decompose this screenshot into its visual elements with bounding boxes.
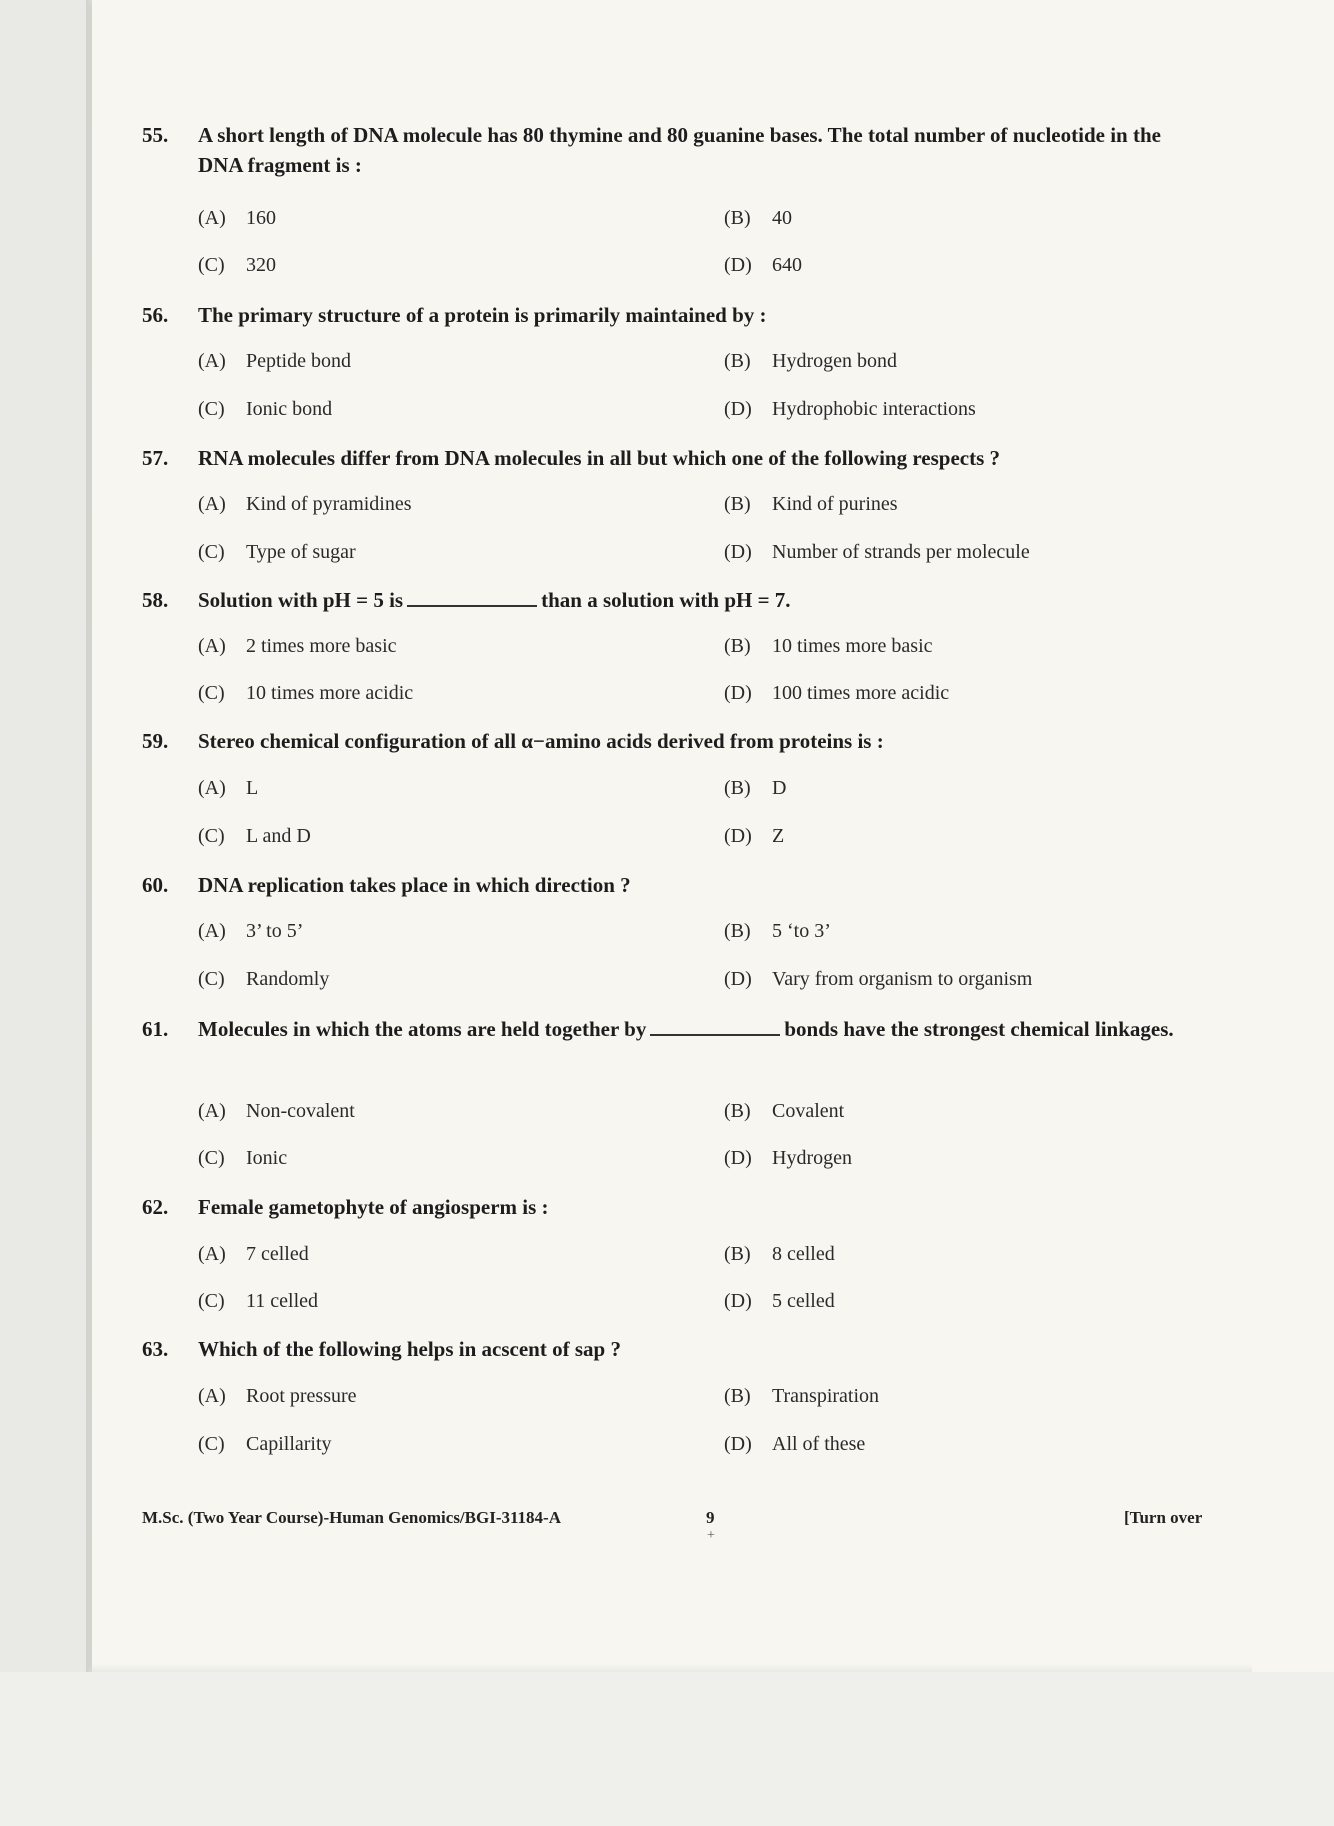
option-label: (B) <box>724 777 751 799</box>
option-label: (D) <box>724 1147 752 1169</box>
option-b[interactable] <box>724 917 831 945</box>
question-text-part2: bonds have the strongest chemical linkages. <box>784 1017 1174 1041</box>
option-d[interactable] <box>724 538 1030 566</box>
option-label: (B) <box>724 207 751 229</box>
option-text: 2 times more basic <box>246 635 397 657</box>
option-label: (D) <box>724 1290 752 1312</box>
option-b[interactable] <box>724 1097 844 1125</box>
question-text: DNA replication takes place in which direction ? <box>198 873 631 897</box>
question-text-part1: Molecules in which the atoms are held together by <box>198 1017 647 1041</box>
answer-blank <box>407 587 537 607</box>
option-text: Root pressure <box>246 1385 357 1407</box>
option-text: 5 celled <box>772 1290 835 1312</box>
option-c[interactable] <box>198 538 356 566</box>
option-text: 10 times more acidic <box>246 682 414 704</box>
option-d[interactable] <box>724 1287 835 1315</box>
option-text: Transpiration <box>772 1385 880 1407</box>
option-c[interactable] <box>198 822 311 850</box>
option-text: 320 <box>246 254 276 276</box>
option-b[interactable] <box>724 1240 835 1268</box>
question-text: RNA molecules differ from DNA molecules in all but which one of the following respects ? <box>198 446 1001 470</box>
option-a[interactable] <box>198 1240 309 1268</box>
question-text <box>198 1014 1188 1044</box>
option-d[interactable] <box>724 822 784 850</box>
option-label: (D) <box>724 968 752 990</box>
answer-blank <box>650 1016 780 1036</box>
option-label: (A) <box>198 635 226 657</box>
option-d[interactable] <box>724 1430 865 1458</box>
option-label: (D) <box>724 541 752 563</box>
question-number: 63. <box>142 1337 169 1361</box>
scanner-background <box>0 1672 1334 1826</box>
option-text: Randomly <box>246 968 330 990</box>
question-text: Stereo chemical configuration of all α−amino acids derived from proteins is : <box>198 729 884 753</box>
option-text: Vary from organism to organism <box>772 968 1033 990</box>
option-c[interactable] <box>198 395 332 423</box>
option-text: Covalent <box>772 1100 845 1122</box>
option-text: 5 ‘to 3’ <box>772 920 831 942</box>
option-text: Ionic bond <box>246 398 333 420</box>
question-text-part2: than a solution with pH = 7. <box>541 588 791 612</box>
option-a[interactable] <box>198 774 258 802</box>
option-a[interactable] <box>198 347 351 375</box>
option-text: D <box>772 777 787 799</box>
option-label: (D) <box>724 398 752 420</box>
option-text: Ionic <box>246 1147 288 1169</box>
option-text: 100 times more acidic <box>772 682 950 704</box>
option-label: (D) <box>724 254 752 276</box>
option-label: (B) <box>724 1243 751 1265</box>
option-label: (C) <box>198 682 225 704</box>
option-text: 7 celled <box>246 1243 309 1265</box>
option-label: (C) <box>198 1290 225 1312</box>
option-c[interactable] <box>198 1287 318 1315</box>
option-c[interactable] <box>198 965 329 993</box>
option-a[interactable] <box>198 1382 357 1410</box>
option-text: L <box>246 777 259 799</box>
option-b[interactable] <box>724 347 897 375</box>
question-text: Which of the following helps in acscent of sap ? <box>198 1337 621 1361</box>
question-text: Female gametophyte of angiosperm is : <box>198 1195 549 1219</box>
option-text: 160 <box>246 207 276 229</box>
option-d[interactable] <box>724 395 976 423</box>
option-d[interactable] <box>724 965 1032 993</box>
option-text: Kind of pyramidines <box>246 493 412 515</box>
question-number: 56. <box>142 303 169 327</box>
option-label: (C) <box>198 398 225 420</box>
option-text: Hydrogen <box>772 1147 852 1169</box>
option-d[interactable] <box>724 1144 852 1172</box>
question-number: 57. <box>142 446 169 470</box>
registration-mark: + <box>707 1528 715 1543</box>
option-label: (A) <box>198 777 226 799</box>
option-label: (A) <box>198 1100 226 1122</box>
option-text: 40 <box>772 207 792 229</box>
question-number: 59. <box>142 729 169 753</box>
option-text: Z <box>772 825 785 847</box>
question-text: The primary structure of a protein is primarily maintained by : <box>198 303 767 327</box>
question-number: 61. <box>142 1017 169 1041</box>
option-label: (C) <box>198 968 225 990</box>
option-label: (B) <box>724 1100 751 1122</box>
option-c[interactable] <box>198 1144 287 1172</box>
option-text: Hydrogen bond <box>772 350 897 372</box>
footer-turn-over: [Turn over <box>1124 1508 1203 1527</box>
option-label: (C) <box>198 1147 225 1169</box>
option-label: (A) <box>198 350 226 372</box>
option-text: 11 celled <box>246 1290 319 1312</box>
option-b[interactable] <box>724 490 898 518</box>
option-label: (B) <box>724 920 751 942</box>
question-text: A short length of DNA molecule has 80 thymine and 80 guanine bases. The total number of nucleotide in the DNA fragment is : <box>198 123 1161 177</box>
option-label: (A) <box>198 920 226 942</box>
option-label: (C) <box>198 825 225 847</box>
question-text <box>198 585 1188 615</box>
option-text: Capillarity <box>246 1433 332 1455</box>
option-label: (D) <box>724 1433 752 1455</box>
question-number: 60. <box>142 873 169 897</box>
option-text: 3’ to 5’ <box>246 920 304 942</box>
option-a[interactable] <box>198 917 303 945</box>
option-label: (D) <box>724 825 752 847</box>
option-label: (B) <box>724 635 751 657</box>
option-text: All of these <box>772 1433 866 1455</box>
option-text: Non-covalent <box>246 1100 355 1122</box>
question-text-part1: Solution with pH = 5 is <box>198 588 404 612</box>
option-label: (C) <box>198 1433 225 1455</box>
option-label: (D) <box>724 682 752 704</box>
option-text: Number of strands per molecule <box>772 541 1030 563</box>
question-number: 62. <box>142 1195 169 1219</box>
option-label: (A) <box>198 1385 226 1407</box>
option-label: (A) <box>198 1243 226 1265</box>
option-label: (B) <box>724 1385 751 1407</box>
option-c[interactable] <box>198 251 276 279</box>
option-label: (A) <box>198 493 226 515</box>
footer-page-number: 9 <box>706 1508 715 1527</box>
option-c[interactable] <box>198 1430 332 1458</box>
option-text: 10 times more basic <box>772 635 933 657</box>
option-b[interactable] <box>724 774 786 802</box>
question-number: 55. <box>142 123 169 147</box>
option-text: 640 <box>772 254 802 276</box>
option-text: Peptide bond <box>246 350 351 372</box>
footer-course-code: M.Sc. (Two Year Course)-Human Genomics/BGI-31184-A <box>142 1508 561 1527</box>
question-number: 58. <box>142 588 169 612</box>
option-label: (C) <box>198 254 225 276</box>
option-b[interactable] <box>724 632 933 660</box>
option-b[interactable] <box>724 204 792 232</box>
option-text: Kind of purines <box>772 493 898 515</box>
option-label: (A) <box>198 207 226 229</box>
option-text: Type of sugar <box>246 541 356 563</box>
option-label: (B) <box>724 493 751 515</box>
option-text: L and D <box>246 825 311 847</box>
option-label: (C) <box>198 541 225 563</box>
option-c[interactable] <box>198 679 413 707</box>
option-a[interactable] <box>198 632 397 660</box>
option-d[interactable] <box>724 251 802 279</box>
option-a[interactable] <box>198 1097 355 1125</box>
option-a[interactable] <box>198 490 412 518</box>
option-d[interactable] <box>724 679 949 707</box>
option-label: (B) <box>724 350 751 372</box>
option-a[interactable] <box>198 204 276 232</box>
option-text: 8 celled <box>772 1243 835 1265</box>
option-text: Hydrophobic interactions <box>772 398 976 420</box>
option-b[interactable] <box>724 1382 879 1410</box>
